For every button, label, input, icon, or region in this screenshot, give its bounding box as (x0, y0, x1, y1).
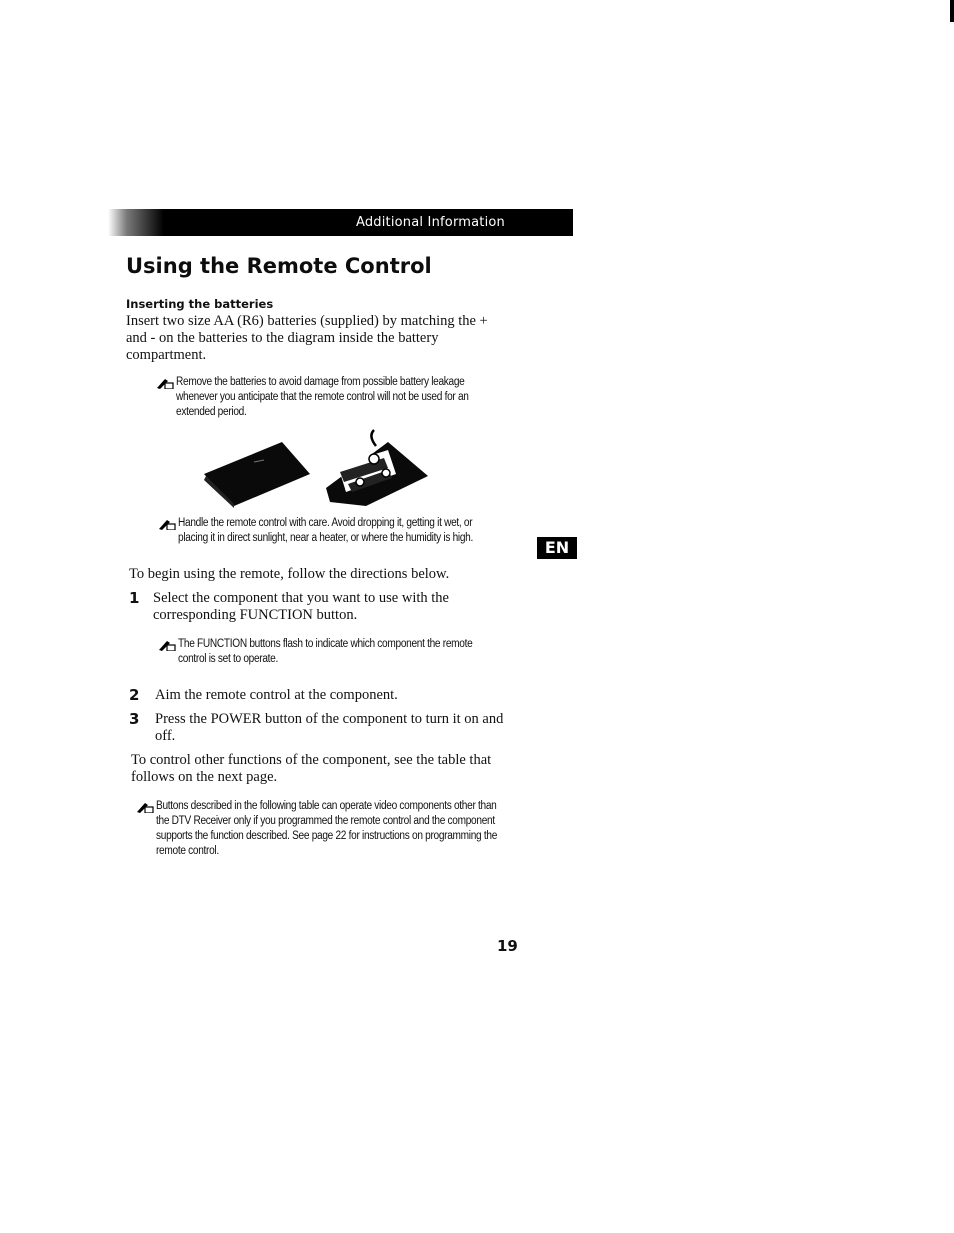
outro-line: To control other functions of the component, see the table that (131, 752, 492, 768)
intro-line: Insert two size AA (R6) batteries (supplied) by matching the + (126, 313, 488, 329)
language-tab-badge: EN (537, 537, 577, 559)
intro-paragraph (126, 313, 488, 364)
step-line: corresponding FUNCTION button. (153, 607, 358, 623)
page-number: 19 (497, 937, 518, 955)
step-number: 2 (129, 686, 140, 704)
subheading-inserting-batteries: Inserting the batteries (126, 297, 274, 311)
note-pencil-icon (156, 377, 174, 389)
outro-line: follows on the next page. (131, 769, 278, 785)
note-line: extended period. (176, 406, 247, 418)
battery-insertion-illustration (198, 426, 438, 508)
battery-compartment-drawing (326, 430, 428, 506)
note-line: remote control. (156, 845, 219, 857)
note-line: Buttons described in the following table can operate video components other than (156, 800, 497, 812)
note-pencil-icon (158, 639, 176, 651)
note-line: whenever you anticipate that the remote control will not be used for an (176, 391, 469, 403)
note-function-buttons (178, 637, 472, 667)
note-buttons-table (156, 799, 497, 859)
step-2-text (155, 687, 398, 704)
note-pencil-icon (136, 801, 154, 813)
directions-intro: To begin using the remote, follow the directions below. (129, 566, 450, 582)
step-line: Select the component that you want to use with the (153, 590, 449, 606)
note-line: Remove the batteries to avoid damage from possible battery leakage (176, 376, 465, 388)
section-header-bar (108, 209, 573, 236)
page-edge-mark (950, 0, 954, 22)
step-line: Aim the remote control at the component. (155, 687, 398, 703)
note-pencil-icon (158, 518, 176, 530)
note-handle-with-care (178, 516, 473, 546)
note-line: placing it in direct sunlight, near a heater, or where the humidity is high. (178, 532, 473, 544)
step-1-text (153, 590, 449, 624)
intro-line: compartment. (126, 347, 207, 363)
step-line: off. (155, 728, 176, 744)
step-number: 1 (129, 589, 140, 607)
step-line: Press the POWER button of the component to turn it on and (155, 711, 504, 727)
note-battery-leakage (176, 375, 469, 420)
note-line: the DTV Receiver only if you programmed the remote control and the component (156, 815, 495, 827)
outro-paragraph (131, 752, 491, 786)
step-3-text (155, 711, 503, 745)
remote-back-drawing (204, 442, 310, 508)
section-header-label: Additional Information (355, 215, 505, 230)
page-title: Using the Remote Control (126, 254, 432, 278)
intro-line: and - on the batteries to the diagram inside the battery (126, 330, 439, 346)
note-line: supports the function described. See page 22 for instructions on programming the (156, 830, 498, 842)
step-number: 3 (129, 710, 140, 728)
note-line: The FUNCTION buttons flash to indicate which component the remote (178, 638, 473, 650)
note-line: control is set to operate. (178, 653, 279, 665)
note-line: Handle the remote control with care. Avoid dropping it, getting it wet, or (178, 517, 473, 529)
